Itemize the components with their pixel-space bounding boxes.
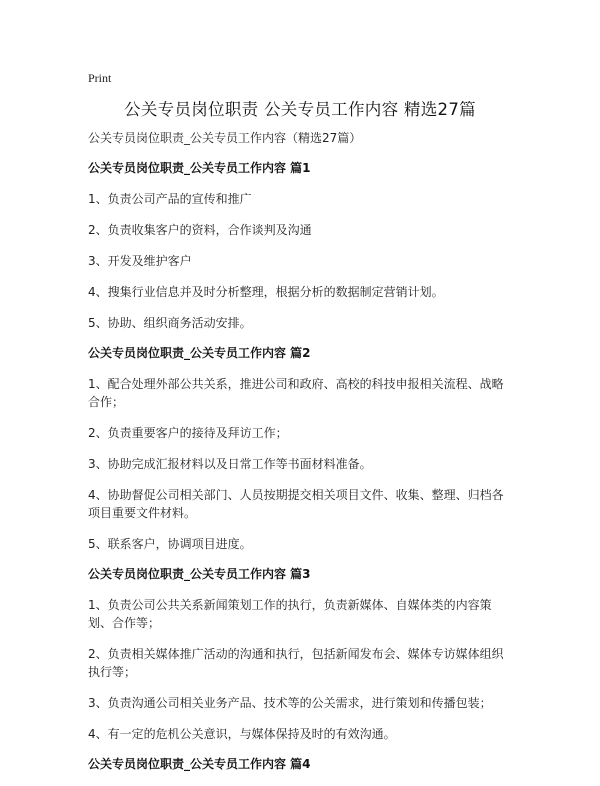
section-title: 公关专员岗位职责_公关专员工作内容 篇1 bbox=[88, 161, 311, 175]
section-title: 公关专员岗位职责_公关专员工作内容 篇3 bbox=[88, 567, 311, 581]
section-items bbox=[88, 596, 514, 743]
section-2 bbox=[88, 345, 514, 553]
print-label: Print bbox=[88, 71, 112, 85]
list-item: 3、负责沟通公司相关业务产品、技术等的公关需求，进行策划和传播包装； bbox=[88, 696, 492, 710]
section-items bbox=[88, 190, 514, 332]
list-item: 3、开发及维护客户 bbox=[88, 254, 192, 268]
section-title: 公关专员岗位职责_公关专员工作内容 篇4 bbox=[88, 757, 311, 771]
list-item: 4、搜集行业信息并及时分析整理，根据分析的数据制定营销计划。 bbox=[88, 285, 444, 299]
document-subtitle: 公关专员岗位职责_公关专员工作内容（精选27篇） bbox=[88, 131, 362, 145]
section-1 bbox=[88, 160, 514, 332]
list-item: 4、有一定的危机公关意识，与媒体保持及时的有效沟通。 bbox=[88, 727, 396, 741]
document-body bbox=[88, 130, 514, 786]
list-item: 3、协助完成汇报材料以及日常工作等书面材料准备。 bbox=[88, 457, 372, 471]
list-item: 1、负责公司公共关系新闻策划工作的执行，负责新媒体、自媒体类的内容策划、合作等； bbox=[88, 598, 492, 630]
list-item: 1、配合处理外部公共关系，推进公司和政府、高校的科技申报相关流程、战略合作； bbox=[88, 377, 504, 409]
list-item: 2、负责收集客户的资料，合作谈判及沟通 bbox=[88, 223, 312, 237]
list-item: 2、负责相关媒体推广活动的沟通和执行，包括新闻发布会、媒体专访媒体组织执行等； bbox=[88, 647, 504, 679]
section-items bbox=[88, 375, 514, 553]
section-4 bbox=[88, 756, 514, 772]
list-item: 2、负责重要客户的接待及拜访工作； bbox=[88, 426, 288, 440]
list-item: 4、协助督促公司相关部门、人员按期提交相关项目文件、收集、整理、归档各项目重要文件材料。 bbox=[88, 488, 504, 520]
list-item: 5、联系客户，协调项目进度。 bbox=[88, 537, 252, 551]
list-item: 1、负责公司产品的宣传和推广 bbox=[88, 192, 252, 206]
section-3 bbox=[88, 566, 514, 743]
list-item: 5、协助、组织商务活动安排。 bbox=[88, 316, 252, 330]
document-title: 公关专员岗位职责 公关专员工作内容 精选27篇 bbox=[124, 100, 476, 119]
section-title: 公关专员岗位职责_公关专员工作内容 篇2 bbox=[88, 346, 311, 360]
